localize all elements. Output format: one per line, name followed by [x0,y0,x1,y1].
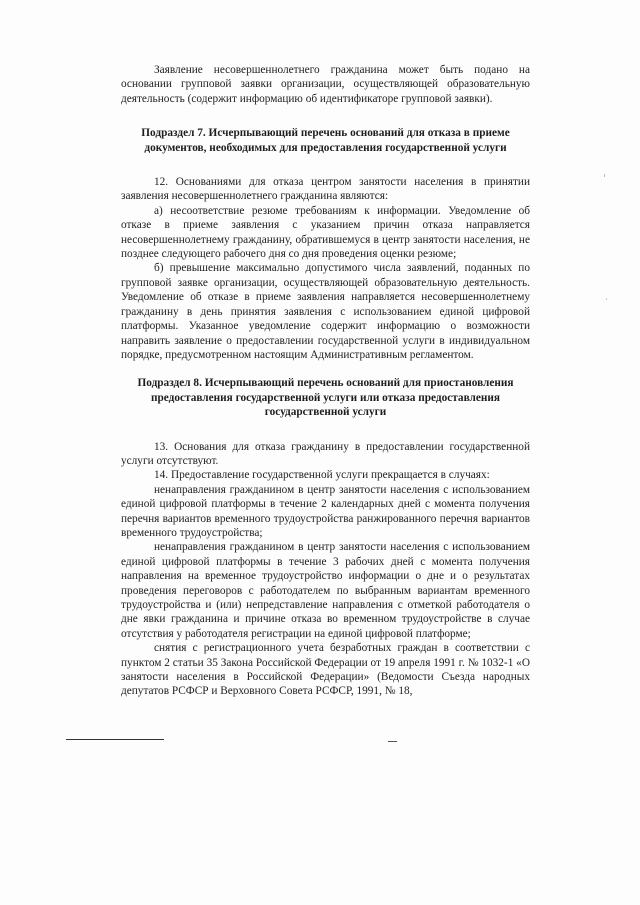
section-7-heading: Подраздел 7. Исчерпывающий перечень оснований для отказа в приеме документов, необходимых для предоставления государственной услуги [141,127,510,154]
paragraph-14a: ненаправления гражданином в центр занятости населения с использованием единой цифровой платформы в течение 2 календарных дней с момента получения перечня вариантов временного трудоустройства ранжированного перечня вариантов временного трудоустройства; [121,483,530,539]
paragraph-12: 12. Основаниями для отказа центром занятости населения в принятии заявления несовершеннолетнего гражданина являются: [121,176,530,203]
section-8-heading: Подраздел 8. Исчерпывающий перечень оснований для приостановления предоставления государственной услуги или отказа предоставления государственной услуги [137,377,514,419]
scan-speck [606,298,607,300]
paragraph-14b: ненаправления гражданином в центр занятости населения с использованием единой цифровой платформы в течение 3 рабочих дней с момента получения направления на временное трудоустройство информации о дне и о результатах проведения переговоров с работодателем по выбранным вариантам временного трудоустройства и (или) непредставление направления с отметкой работодателя о дне явки гражданина и причине отказа во временном трудоустройстве в случае отсутствия у работодателя регистрации на единой цифровой платформе; [121,541,530,640]
paragraph-12a: а) несоответствие резюме требованиям к информации. Уведомление об отказе в приеме заявления с указанием причин отказа направляется несовершеннолетнему гражданину, обратившемуся в центр занятости населения, не позднее следующего рабочего дня со дня проведения оценки резюме; [121,204,530,261]
paragraph-14: 14. Предоставление государственной услуги прекращается в случаях: [154,469,490,482]
paragraph-12b: б) превышение максимально допустимого числа заявлений, поданных по групповой заявке организации, осуществляющей образовательную деятельность. Уведомление об отказе в приеме заявления направляется несовершеннолетнему гражданину в день принятия заявления с использованием единой цифровой платформы. Указанное уведомление содержит информацию о возможности направить заявление о предоставлении государственной услуги в индивидуальном порядке, предусмотренном настоящим Административным регламентом. [121,262,530,361]
paragraph-13: 13. Основания для отказа гражданину в предоставлении государственной услуги отсутствуют. [121,440,530,467]
scan-mark [388,741,397,742]
intro-paragraph: Заявление несовершеннолетнего гражданина может быть подано на основании групповой заявки организации, осуществляющей образовательную деятельность (содержит информацию об идентификаторе групповой заявки). [121,64,530,105]
scan-speck [604,174,605,177]
document-body [121,63,530,699]
paragraph-14c: снятия с регистрационного учета безработных граждан в соответствии с пунктом 2 статьи 35 Закона Российской Федерации от 19 апреля 1991 г. № 1032-1 «О занятости населения в Российской Федерации» (Ведомости Съезда народных депутатов РСФСР и Верховного Совета РСФСР, 1991, № 18, [121,642,530,698]
footnote-separator [66,739,164,740]
